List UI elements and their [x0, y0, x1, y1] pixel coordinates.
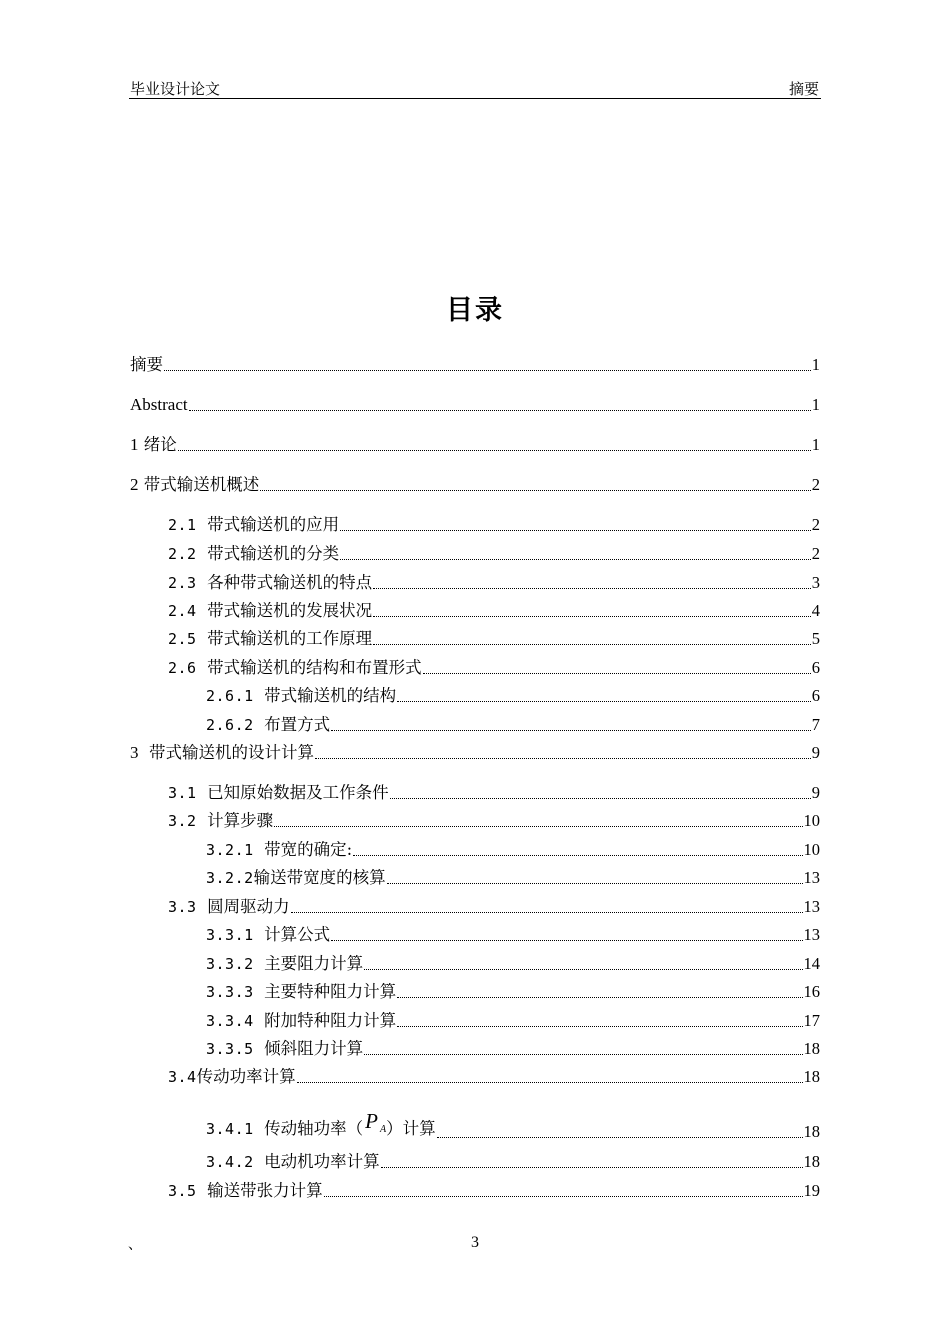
- toc-entry-label: 2.6.2 布置方式: [206, 715, 331, 734]
- toc-entry-page: 18: [803, 1039, 820, 1058]
- toc-entry-label: 2.6 带式输送机的结构和布置形式: [168, 658, 422, 677]
- toc-entry-abstract-cn[interactable]: [130, 354, 820, 376]
- dot-leader: [315, 758, 811, 759]
- toc-entry-label: 3.3.2 主要阻力计算: [206, 954, 364, 973]
- dot-leader: [397, 701, 811, 702]
- toc-entry-3-2[interactable]: [168, 810, 820, 832]
- dot-leader: [324, 1196, 803, 1197]
- toc-entry-page: 13: [803, 868, 820, 887]
- dot-leader: [390, 798, 811, 799]
- dot-leader: [189, 410, 811, 411]
- toc-entry-page: 13: [803, 897, 820, 916]
- dot-leader: [373, 644, 811, 645]
- toc-entry-3-3[interactable]: [168, 896, 820, 918]
- toc-entry-label: 3.1 已知原始数据及工作条件: [168, 783, 389, 802]
- toc-entry-page: 18: [803, 1122, 820, 1141]
- toc-entry-page: 9: [811, 743, 820, 762]
- dot-leader: [397, 1026, 802, 1027]
- toc-entry-page: 14: [803, 954, 820, 973]
- toc-entry-3-3-5[interactable]: [206, 1038, 820, 1060]
- toc-entry-label: 3.4.2 电动机功率计算: [206, 1152, 380, 1171]
- toc-entry-page: 1: [811, 395, 820, 414]
- toc-entry-2[interactable]: [130, 474, 820, 496]
- toc-entry-page: 17: [803, 1011, 820, 1030]
- toc-entry-1[interactable]: [130, 434, 820, 456]
- toc-entry-3-5[interactable]: [168, 1180, 820, 1202]
- toc-entry-2-6[interactable]: [168, 657, 820, 679]
- toc-entry-2-4[interactable]: [168, 600, 820, 622]
- toc-entry-3-2-2[interactable]: [206, 867, 820, 889]
- dot-leader: [353, 855, 802, 856]
- toc-entry-label: 3.3.3 主要特种阻力计算: [206, 982, 397, 1001]
- dot-leader: [364, 969, 802, 970]
- toc-entry-label: Abstract: [130, 395, 188, 414]
- dot-leader: [331, 730, 811, 731]
- dot-leader: [373, 588, 811, 589]
- dot-leader: [331, 940, 802, 941]
- toc-entry-page: 10: [803, 840, 820, 859]
- toc-entry-page: 19: [803, 1181, 820, 1200]
- toc-entry-page: 16: [803, 982, 820, 1001]
- toc-entry-page: 7: [811, 715, 820, 734]
- footer-mark: 、: [128, 1237, 142, 1253]
- dot-leader: [260, 490, 811, 491]
- toc-entry-2-2[interactable]: [168, 543, 820, 565]
- header-thesis-label: 毕业设计论文: [130, 80, 221, 98]
- toc-entry-3-3-2[interactable]: [206, 953, 820, 975]
- toc-entry-page: 9: [811, 783, 820, 802]
- page-header: [129, 76, 821, 99]
- toc-entry-label: 3.4传动功率计算: [168, 1067, 296, 1086]
- toc-entry-page: 10: [803, 811, 820, 830]
- toc-entry-2-1[interactable]: [168, 514, 820, 536]
- dot-leader: [340, 559, 811, 560]
- toc-entry-label: 3 带式输送机的设计计算: [130, 743, 314, 762]
- toc-entry-page: 18: [803, 1152, 820, 1171]
- toc-entry-abstract-en[interactable]: [130, 394, 820, 416]
- toc-entry-page: 2: [811, 475, 820, 494]
- toc-entry-label: 2.3 各种带式输送机的特点: [168, 573, 373, 592]
- toc-entry-page: 18: [803, 1067, 820, 1086]
- dot-leader: [274, 826, 802, 827]
- dot-leader: [178, 450, 811, 451]
- toc-entry-page: 1: [811, 435, 820, 454]
- symbol-p: P: [365, 1109, 378, 1133]
- toc-entry-3-4-1[interactable]: [206, 1109, 820, 1143]
- toc-entry-page: 3: [811, 573, 820, 592]
- toc-entry-2-6-1[interactable]: [206, 685, 820, 707]
- toc-entry-label: 摘要: [130, 355, 163, 374]
- toc-entry-2-5[interactable]: [168, 628, 820, 650]
- toc-entry-page: 6: [811, 686, 820, 705]
- toc-entry-label: 2.2 带式输送机的分类: [168, 544, 340, 563]
- dot-leader: [364, 1054, 802, 1055]
- toc-entry-label: 3.2 计算步骤: [168, 811, 274, 830]
- toc-entry-page: 1: [811, 355, 820, 374]
- toc-entry-label: 3.5 输送带张力计算: [168, 1181, 323, 1200]
- toc-entry-3-3-3[interactable]: [206, 981, 820, 1003]
- toc-entry-label: 3.3.1 计算公式: [206, 925, 331, 944]
- toc-entry-page: 2: [811, 515, 820, 534]
- toc-entry-label: 3.3.4 附加特种阻力计算: [206, 1011, 397, 1030]
- toc-entry-label: 2.5 带式输送机的工作原理: [168, 629, 373, 648]
- dot-leader: [291, 912, 803, 913]
- toc-entry-page: 5: [811, 629, 820, 648]
- toc-entry-2-6-2[interactable]: [206, 714, 820, 736]
- toc-entry-3-1[interactable]: [168, 782, 820, 804]
- toc-entry-3-2-1[interactable]: [206, 839, 820, 861]
- toc-title: 目录: [446, 295, 504, 326]
- dot-leader: [340, 530, 811, 531]
- dot-leader: [437, 1137, 803, 1138]
- symbol-subscript: A: [379, 1124, 387, 1135]
- dot-leader: [381, 1167, 803, 1168]
- toc-entry-3-3-4[interactable]: [206, 1010, 820, 1032]
- toc-entry-label: 2.6.1 带式输送机的结构: [206, 686, 397, 705]
- toc-entry-2-3[interactable]: [168, 572, 820, 594]
- dot-leader: [423, 673, 811, 674]
- dot-leader: [297, 1082, 803, 1083]
- toc-entry-label: 3.2.1 带宽的确定:: [206, 840, 353, 859]
- toc-entry-label: 3.2.2输送带宽度的核算: [206, 868, 386, 887]
- footer-page-number: 3: [471, 1234, 479, 1251]
- toc-entry-page: 6: [811, 658, 820, 677]
- toc-entry-3-3-1[interactable]: [206, 924, 820, 946]
- toc-entry-label: 2 带式输送机概述: [130, 475, 260, 494]
- dot-leader: [387, 883, 803, 884]
- toc-entry-label: 3.3 圆周驱动力: [168, 897, 290, 916]
- toc-entry-3[interactable]: [130, 742, 820, 764]
- dot-leader: [164, 370, 811, 371]
- toc-entry-label: 3.3.5 倾斜阻力计算: [206, 1039, 364, 1058]
- dot-leader: [373, 616, 811, 617]
- toc-entry-label: 2.1 带式输送机的应用: [168, 515, 340, 534]
- header-section-label: 摘要: [788, 80, 819, 98]
- dot-leader: [397, 997, 802, 998]
- toc-entry-label: 3.4.1 传动轴功率（P A）计算: [206, 1109, 436, 1138]
- toc-entry-label: 2.4 带式输送机的发展状况: [168, 601, 373, 620]
- toc-entry-page: 4: [811, 601, 820, 620]
- toc-entry-3-4-2[interactable]: [206, 1151, 820, 1173]
- toc-entry-page: 2: [811, 544, 820, 563]
- toc-entry-page: 13: [803, 925, 820, 944]
- toc-entry-label: 1 绪论: [130, 435, 177, 454]
- toc-entry-3-4[interactable]: [168, 1066, 820, 1088]
